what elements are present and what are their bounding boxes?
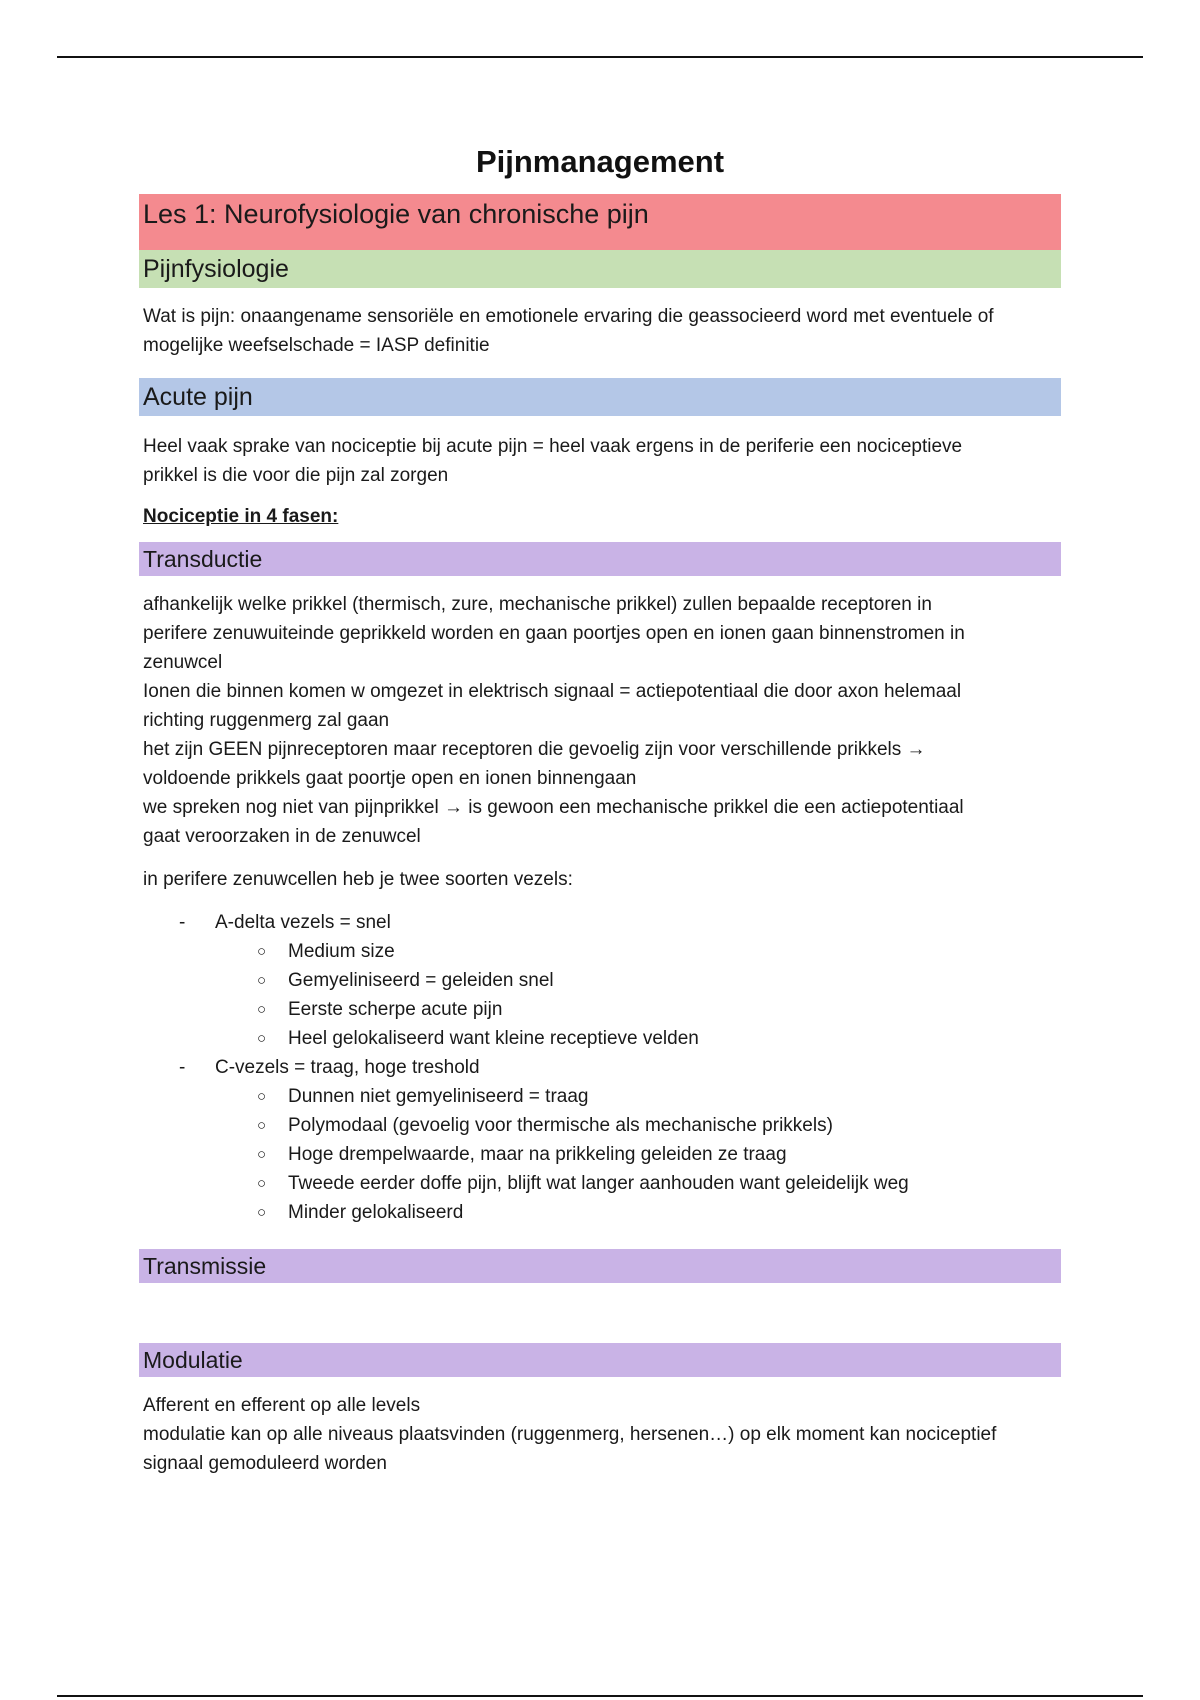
circle-bullet-icon: ○ (257, 1175, 267, 1192)
dash-bullet-icon: - (179, 912, 186, 933)
sub-item-text: Hoge drempelwaarde, maar na prikkeling geleiden ze traag (288, 1144, 787, 1165)
vezels-intro: in perifere zenuwcellen heb je twee soorten vezels: (143, 869, 573, 890)
text-line: signaal gemoduleerd worden (143, 1453, 387, 1474)
text-line: gaat veroorzaken in de zenuwcel (143, 826, 421, 847)
section-heading-modulatie: Modulatie (139, 1343, 1061, 1377)
sub-list-item (215, 995, 1061, 1024)
text-line: Wat is pijn: onaangename sensoriële en emotionele ervaring die geassocieerd word met eventuele of (143, 306, 994, 327)
text-line: prikkel is die voor die pijn zal zorgen (143, 465, 449, 486)
sub-item-text: Gemyeliniseerd = geleiden snel (288, 970, 554, 991)
dash-bullet-icon: - (179, 1057, 186, 1078)
circle-bullet-icon: ○ (257, 972, 267, 989)
subheading-nociceptie: Nociceptie in 4 fasen: (143, 506, 339, 527)
circle-bullet-icon: ○ (257, 1088, 267, 1105)
sub-item-text: Minder gelokaliseerd (288, 1202, 464, 1223)
list-item (139, 908, 1061, 1053)
sub-item-text: Eerste scherpe acute pijn (288, 999, 503, 1020)
section-heading-pijnfysiologie: Pijnfysiologie (139, 250, 1061, 288)
sub-item-text: Medium size (288, 941, 395, 962)
circle-bullet-icon: ○ (257, 943, 267, 960)
list-item-label: C-vezels = traag, hoge treshold (215, 1057, 480, 1078)
text-line: voldoende prikkels gaat poortje open en ionen binnengaan (143, 768, 637, 789)
modulatie-paragraph (139, 1391, 1061, 1478)
acute-paragraph (139, 432, 1061, 490)
sub-list-item (215, 1082, 1061, 1111)
list-item-label: A-delta vezels = snel (215, 912, 391, 933)
vezels-list (139, 908, 1061, 1227)
text-line: Ionen die binnen komen w omgezet in elektrisch signaal = actiepotentiaal die door axon helemaal (143, 681, 962, 702)
text-line: mogelijke weefselschade = IASP definitie (143, 335, 490, 356)
text-line: zenuwcel (143, 652, 223, 673)
list-item (139, 1053, 1061, 1227)
section-heading-transductie: Transductie (139, 542, 1061, 576)
transductie-paragraph (139, 590, 1061, 851)
text-line: het zijn GEEN pijnreceptoren maar receptoren die gevoelig zijn voor verschillende prikkels → (143, 739, 926, 760)
sub-item-text: Tweede eerder doffe pijn, blijft wat langer aanhouden want geleidelijk weg (288, 1173, 909, 1194)
bottom-rule (57, 1695, 1143, 1697)
text-line: Afferent en efferent op alle levels (143, 1395, 421, 1416)
top-rule (57, 56, 1143, 58)
sub-list (215, 1082, 1061, 1227)
sub-list-item (215, 1169, 1061, 1198)
circle-bullet-icon: ○ (257, 1030, 267, 1047)
text-line: perifere zenuwuiteinde geprikkeld worden en gaan poortjes open en ionen gaan binnenstromen in (143, 623, 965, 644)
text-line: afhankelijk welke prikkel (thermisch, zure, mechanische prikkel) zullen bepaalde receptoren in (143, 594, 932, 615)
sub-item-text: Heel gelokaliseerd want kleine receptieve velden (288, 1028, 699, 1049)
text-line: richting ruggenmerg zal gaan (143, 710, 390, 731)
circle-bullet-icon: ○ (257, 1001, 267, 1018)
sub-list-item (215, 1198, 1061, 1227)
circle-bullet-icon: ○ (257, 1146, 267, 1163)
sub-list-item (215, 966, 1061, 995)
sub-item-text: Dunnen niet gemyeliniseerd = traag (288, 1086, 589, 1107)
page-title: Pijnmanagement (475, 144, 725, 179)
circle-bullet-icon: ○ (257, 1117, 267, 1134)
pijnfysiologie-paragraph (139, 302, 1061, 360)
document-body (139, 142, 1061, 1478)
transmissie-empty-space (139, 1283, 1061, 1343)
sub-list-item (215, 1111, 1061, 1140)
sub-list-item (215, 1140, 1061, 1169)
text-line: Heel vaak sprake van nociceptie bij acute pijn = heel vaak ergens in de periferie een nociceptieve (143, 436, 963, 457)
section-heading-acute-pijn: Acute pijn (139, 378, 1061, 416)
sub-item-text: Polymodaal (gevoelig voor thermische als mechanische prikkels) (288, 1115, 833, 1136)
sub-list-item (215, 1024, 1061, 1053)
text-line: we spreken nog niet van pijnprikkel → is gewoon een mechanische prikkel die een actiepotentiaal (143, 797, 964, 818)
section-heading-transmissie: Transmissie (139, 1249, 1061, 1283)
text-line: modulatie kan op alle niveaus plaatsvinden (ruggenmerg, hersenen…) op elk moment kan nociceptief (143, 1424, 997, 1445)
circle-bullet-icon: ○ (257, 1204, 267, 1221)
sub-list (215, 937, 1061, 1053)
sub-list-item (215, 937, 1061, 966)
lesson-header: Les 1: Neurofysiologie van chronische pijn (139, 194, 1061, 250)
